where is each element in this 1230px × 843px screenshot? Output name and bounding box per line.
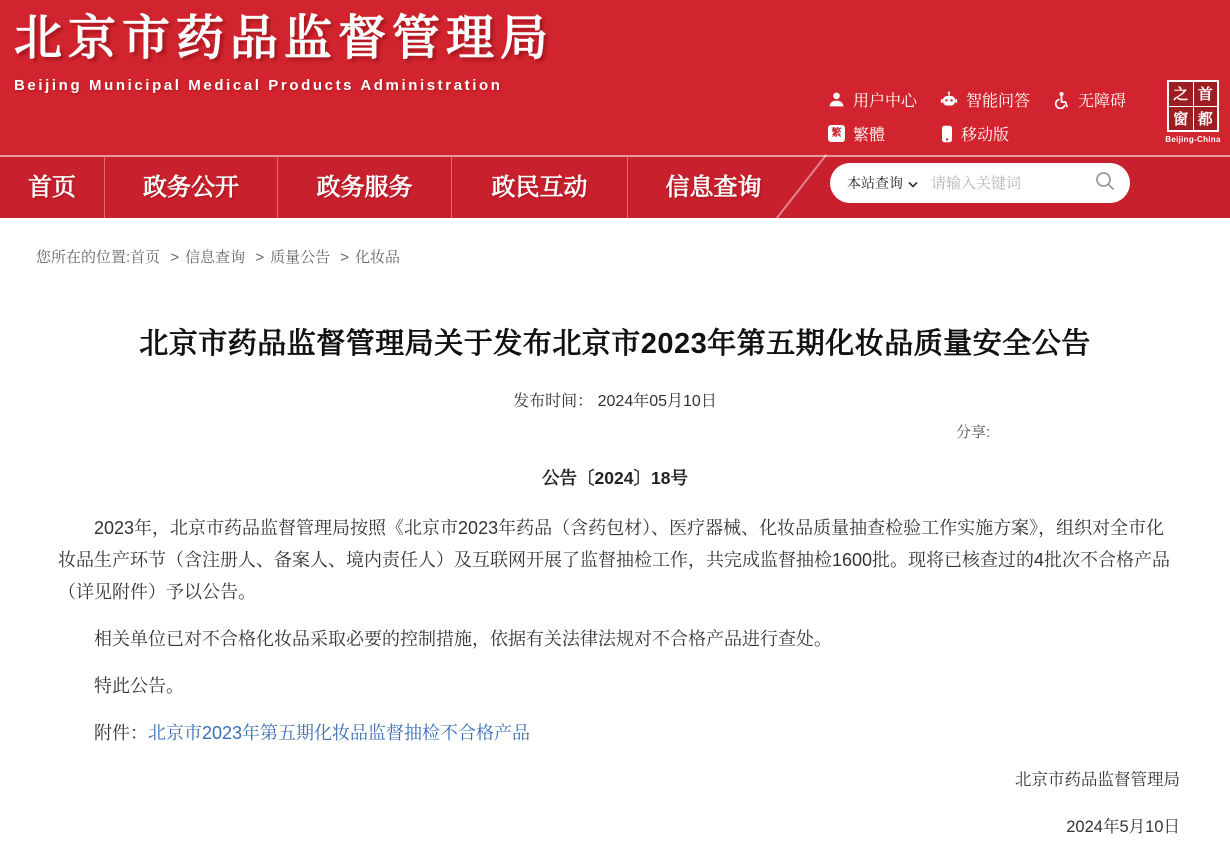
search-scope-label: 本站查询: [847, 175, 903, 191]
share-label: 分享:: [956, 424, 991, 441]
breadcrumb-separator: >: [170, 249, 180, 266]
logo-char: 之: [1169, 82, 1193, 106]
paragraph: 特此公告。: [94, 676, 184, 696]
traditional-chinese-label: 繁體: [853, 127, 886, 144]
site-brand[interactable]: [14, 4, 554, 94]
site-name: 北京市药品监督管理局: [14, 12, 555, 65]
doc-number: 公告〔2024〕18号: [542, 468, 688, 488]
publish-line: [0, 388, 1230, 411]
traditional-chinese-icon: 繁: [828, 125, 845, 142]
breadcrumb-item-home[interactable]: 首页: [130, 249, 161, 266]
mobile-version-label: 移动版: [961, 127, 1010, 144]
nav-item-gov-services[interactable]: 政务服务: [278, 157, 452, 218]
logo-caption: Beijing-China: [1165, 135, 1221, 144]
nav-item-info-query[interactable]: 信息查询: [665, 174, 762, 201]
logo-char: 首: [1194, 82, 1218, 106]
nav-item-public-interaction[interactable]: 政民互动: [452, 157, 628, 218]
search-scope-dropdown[interactable]: [847, 173, 918, 193]
nav-item-home[interactable]: 首页: [0, 157, 105, 218]
paragraph: 相关单位已对不合格化妆品采取必要的控制措施，依据有关法律法规对不合格产品进行查处。: [94, 629, 832, 649]
user-icon: [828, 91, 845, 108]
smart-qa-link[interactable]: [940, 88, 1030, 111]
article-title: 北京市药品监督管理局关于发布北京市2023年第五期化妆品质量安全公告: [139, 328, 1091, 360]
paragraph: 2023年，北京市药品监督管理局按照《北京市2023年药品（含药包材）、医疗器械、化妆品质量抽查检验工作实施方案》，组织对全市化妆品生产环节（含注册人、备案人、境内责任人）及互联网开展了监督抽检工作，共完成监督抽检1600批。现将已核查过的4批次不合格产品（详见附件）予以公告。: [58, 518, 1171, 602]
search-input[interactable]: [931, 175, 1094, 192]
signature: 北京市药品监督管理局: [1015, 771, 1180, 789]
chevron-down-icon: [908, 175, 918, 191]
capital-window-grid: [1167, 80, 1219, 132]
breadcrumb-separator: >: [340, 249, 350, 266]
traditional-chinese-link[interactable]: [828, 122, 885, 145]
publish-date: 2024年05月10日: [597, 393, 717, 410]
nav-item-gov-affairs-open[interactable]: 政务公开: [105, 157, 278, 218]
accessibility-label: 无障碍: [1078, 93, 1127, 110]
logo-char: 都: [1194, 107, 1218, 131]
site-header: [0, 0, 1230, 155]
article-body: [58, 512, 1172, 749]
accessibility-icon: [1052, 91, 1070, 109]
robot-icon: [940, 91, 958, 109]
signature-date: 2024年5月10日: [1066, 818, 1180, 836]
attachment-link[interactable]: 北京市2023年第五期化妆品监督抽检不合格产品: [148, 723, 531, 743]
user-center-link[interactable]: [828, 88, 917, 111]
logo-char: 窗: [1169, 107, 1193, 131]
attachment-label: 附件：: [94, 723, 148, 743]
user-center-label: 用户中心: [853, 93, 918, 110]
breadcrumb: [36, 246, 1230, 267]
search-box: [830, 163, 1130, 203]
smart-qa-label: 智能问答: [966, 93, 1031, 110]
breadcrumb-item-info-query[interactable]: 信息查询: [185, 249, 246, 266]
accessibility-link[interactable]: [1052, 88, 1126, 111]
mobile-icon: [941, 125, 953, 143]
breadcrumb-item-quality-notice[interactable]: 质量公告: [270, 249, 331, 266]
capital-window-logo[interactable]: [1160, 80, 1226, 144]
breadcrumb-item-cosmetics[interactable]: 化妆品: [355, 249, 401, 266]
breadcrumb-separator: >: [255, 249, 265, 266]
attachment-line: [58, 717, 1172, 749]
site-name-english: Beijing Municipal Medical Products Administration: [14, 76, 503, 94]
publish-label: 发布时间：: [513, 393, 594, 410]
content-area: [0, 246, 1230, 843]
breadcrumb-prefix: 您所在的位置:: [36, 249, 131, 266]
search-icon[interactable]: [1094, 170, 1116, 197]
main-navigation: [0, 155, 1230, 218]
mobile-version-link[interactable]: [941, 122, 1009, 145]
